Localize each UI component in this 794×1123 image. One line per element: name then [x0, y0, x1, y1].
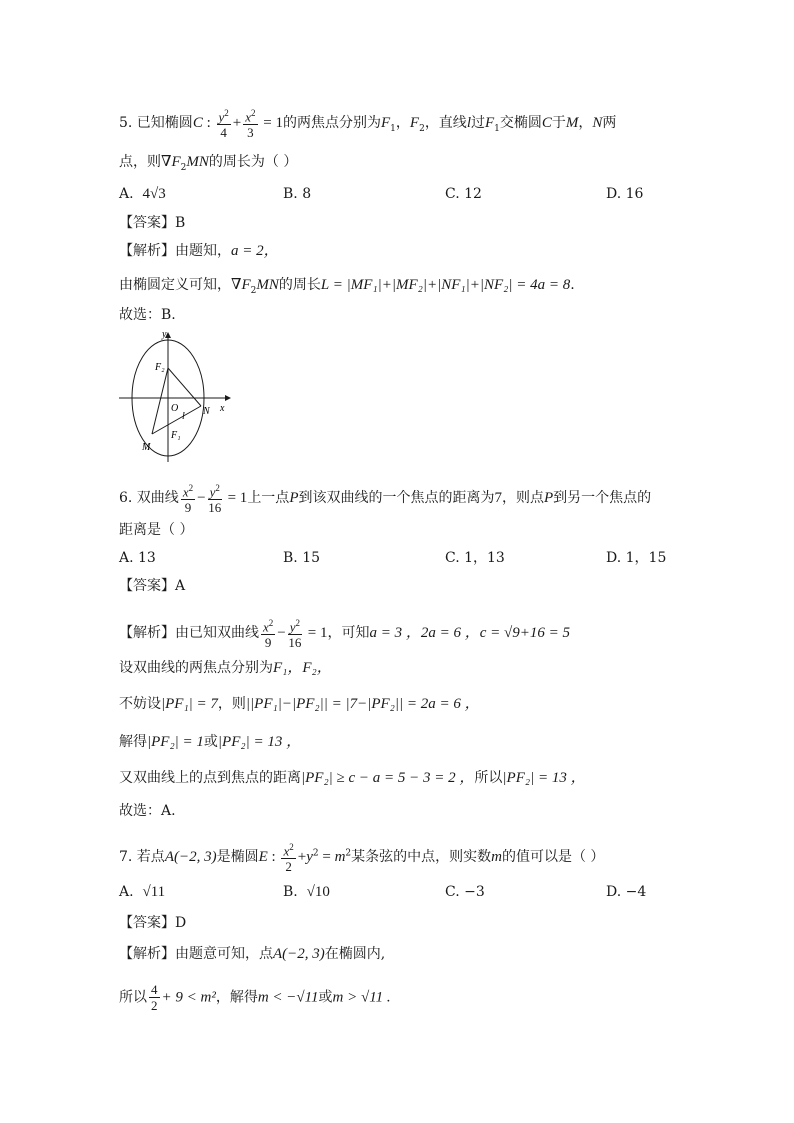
- q6-option-c: C. 1，13: [445, 550, 505, 566]
- fig-label-l: l: [182, 411, 185, 422]
- q6-option-b: B. 15: [283, 550, 321, 566]
- q6-option-a: A. 13: [119, 550, 156, 566]
- q7-answer: 【答案】D: [119, 915, 187, 931]
- q7-option-c: C. −3: [445, 884, 485, 900]
- q6-analysis-line3: 不妨设|PF₁| = 7，则||PF₁|−|PF₂|| = |7−|PF₂|| = 2a = 6 ，: [119, 696, 480, 712]
- q6-answer: 【答案】A: [119, 578, 186, 594]
- q6-analysis-line5: 又双曲线上的点到焦点的距离|PF₂| ≥ c − a = 5 − 3 = 2 ，所以|PF₂| = 13 ，: [119, 770, 586, 786]
- fig-label-x: x: [220, 403, 225, 414]
- q6-choose: 故选：A.: [119, 803, 176, 819]
- q5-option-b: B. 8: [283, 186, 312, 202]
- q5-analysis-line2: 由椭圆定义可知，$\nabla F_2MN$的周长L = |MF₁|+|MF₂|+|NF₁|+|NF₂| = 4a = 8.: [119, 277, 575, 296]
- q6-analysis-line4: 解得|PF₂| = 1或|PF₂| = 13 ，: [119, 734, 302, 750]
- fig-label-m: M: [142, 442, 151, 453]
- q7-option-a: A. √11: [119, 884, 166, 900]
- q5-analysis-line1: 【解析】由题知，a = 2，: [119, 243, 279, 259]
- q7-option-b: B. √10: [283, 884, 330, 900]
- q5-answer: 【答案】B: [119, 215, 186, 231]
- q7-stem-line1: 7. 若点A(−2, 3)是椭圆E : $\frac{x^2}{2}$ $+y^2 = m^2$某条弦的中点，则实数m的值可以是（ ）: [119, 842, 605, 875]
- q5-stem-line2: 点，则$\nabla F_2MN$的周长为（ ）: [119, 154, 298, 173]
- q6-stem-line1: 6. 双曲线 $\frac{x^2}{9}$ − $\frac{y^2}{16}$ = 1上一点P到该双曲线的一个焦点的距离为7，则点P到另一个焦点的: [119, 483, 652, 516]
- fig-label-y: y: [162, 329, 167, 340]
- q6-analysis-line2: 设双曲线的两焦点分别为F₁，F₂，: [119, 660, 332, 676]
- q7-analysis-line1: 【解析】由题意可知，点A(−2, 3)在椭圆内,: [119, 946, 386, 962]
- q6-option-d: D. 1，15: [606, 550, 667, 566]
- q7-analysis-line2: 所以 $\frac{4}{2}$ + 9 < m²，解得m < −√11或m > √11 .: [119, 982, 391, 1013]
- q5-option-c: C. 12: [445, 186, 482, 202]
- q5-option-d: D. 16: [606, 186, 644, 202]
- q6-stem-line2: 距离是（ ）: [119, 522, 194, 538]
- fig-label-f1: F₁: [171, 430, 181, 441]
- fig-label-f2: F₂: [155, 362, 165, 373]
- fig-label-n: N: [203, 406, 210, 417]
- q5-choose: 故选：B.: [119, 307, 176, 323]
- fig-label-o: O: [171, 403, 179, 414]
- q5-stem-line1: 5. 已知椭圆C : $\frac{y^2}{4}$ + $\frac{x^2}{3}$ = 1的两焦点分别为$F_1$，$F_2$，直线l过$F_1$交椭圆C于M，N两: [119, 108, 617, 141]
- q6-analysis-line1: 【解析】由已知双曲线 $\frac{x^2}{9}$ − $\frac{y^2}{16}$ = 1，可知a = 3 ，2a = 6 ，c = √9+16 = 5: [119, 618, 571, 651]
- q7-option-d: D. −4: [606, 884, 647, 900]
- q5-option-a: A. 4√3: [119, 186, 166, 202]
- ellipse-figure: [119, 328, 234, 463]
